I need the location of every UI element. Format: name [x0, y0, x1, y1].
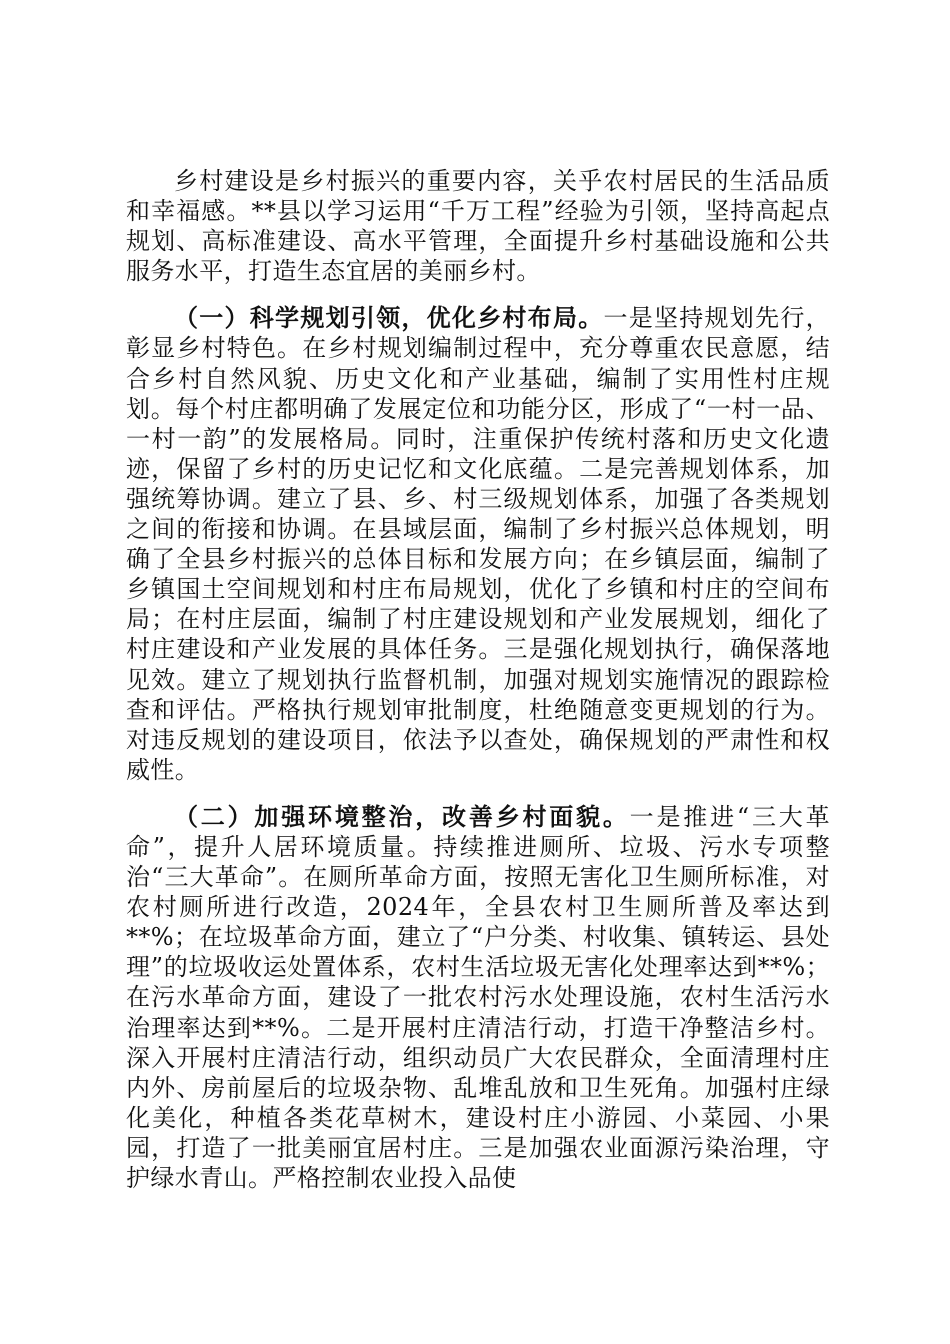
document-page [126, 166, 830, 1193]
section-2-heading: （二）加强环境整治，改善乡村面貌。 [174, 801, 630, 831]
intro-paragraph [126, 166, 830, 286]
section-1-paragraph [126, 303, 830, 785]
section-2-paragraph [126, 802, 830, 1193]
section-1-text: 一是坚持规划先行，彰显乡村特色。在乡村规划编制过程中，充分尊重农民意愿，结合乡村自然风貌、历史文化和产业基础，编制了实用性村庄规划。每个村庄都明确了发展定位和功能分区，形成了“一村一品、一村一韵”的发展格局。同时，注重保护传统村落和历史文化遗迹，保留了乡村的历史记忆和文化底蕴。二是完善规划体系，加强统筹协调。建立了县、乡、村三级规划体系，加强了各类规划之间的衔接和协调。在县域层面，编制了乡村振兴总体规划，明确了全县乡村振兴的总体目标和发展方向；在乡镇层面，编制了乡镇国土空间规划和村庄布局规划，优化了乡镇和村庄的空间布局；在村庄层面，编制了村庄建设规划和产业发展规划，细化了村庄建设和产业发展的具体任务。三是强化规划执行，确保落地见效。建立了规划执行监督机制，加强对规划实施情况的跟踪检查和评估。严格执行规划审批制度，杜绝随意变更规划的行为。对违反规划的建设项目，依法予以查处，确保规划的严肃性和权威性。 [126, 304, 830, 784]
section-2-text: 一是推进“三大革命”，提升人居环境质量。持续推进厕所、垃圾、污水专项整治“三大革命”。在厕所革命方面，按照无害化卫生厕所标准，对农村厕所进行改造，2024年，全县农村卫生厕所普及率达到**%；在垃圾革命方面，建立了“户分类、村收集、镇转运、县处理”的垃圾收运处置体系，农村生活垃圾无害化处理率达到**%；在污水革命方面，建设了一批农村污水处理设施，农村生活污水治理率达到**%。二是开展村庄清洁行动，打造干净整洁乡村。深入开展村庄清洁行动，组织动员广大农民群众，全面清理村庄内外、房前屋后的垃圾杂物、乱堆乱放和卫生死角。加强村庄绿化美化，种植各类花草树木，建设村庄小游园、小菜园、小果园，打造了一批美丽宜居村庄。三是加强农业面源污染治理，守护绿水青山。严格控制农业投入品使 [126, 802, 830, 1192]
section-1-heading: （一）科学规划引领，优化乡村布局。 [174, 303, 604, 333]
paragraph-text: 乡村建设是乡村振兴的重要内容，关乎农村居民的生活品质和幸福感。**县以学习运用“千万工程”经验为引领，坚持高起点规划、高标准建设、高水平管理，全面提升乡村基础设施和公共服务水平，打造生态宜居的美丽乡村。 [126, 167, 830, 286]
